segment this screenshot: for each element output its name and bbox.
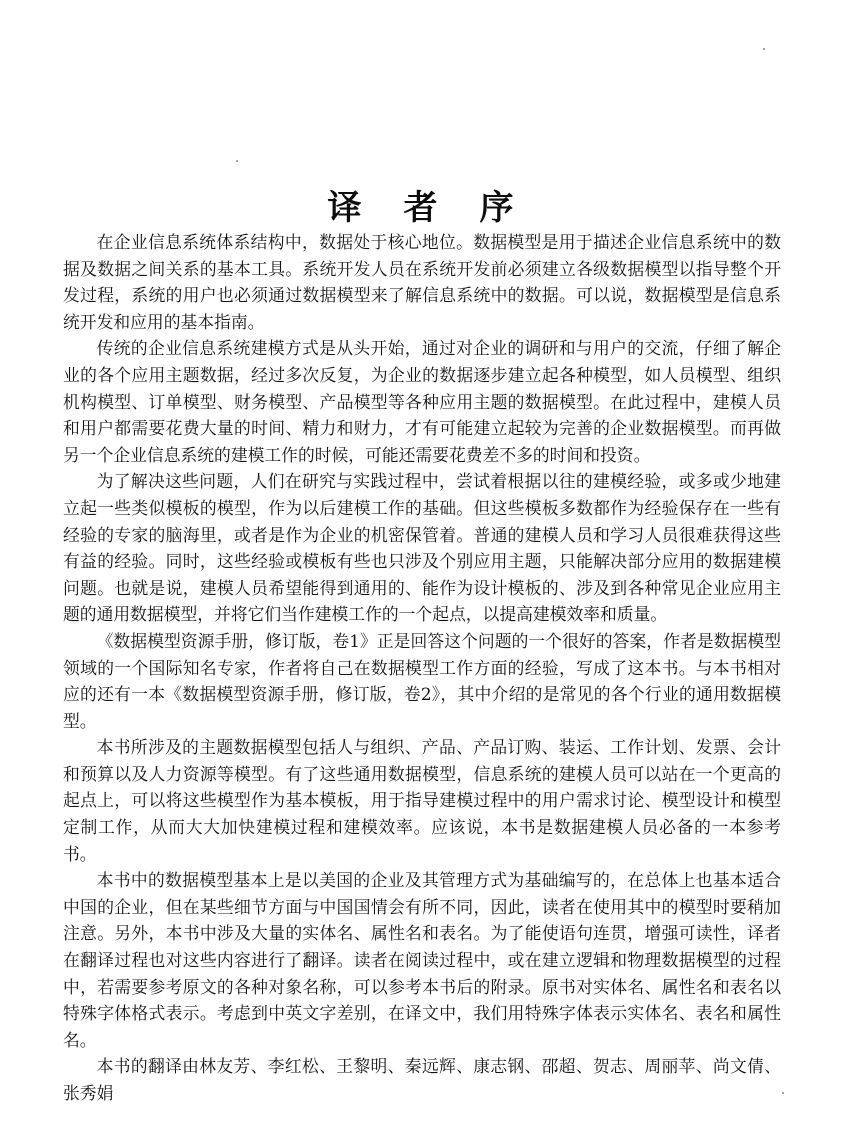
paragraph-2: 传统的企业信息系统建模方式是从头开始，通过对企业的调研和与用户的交流，仔细了解企业的各个应用主题数据，经过多次反复，为企业的数据逐步建立起各种模型，如人员模型、组织机构模型、订单模型、财务模型、产品模型等各种应用主题的数据模型。在此过程中，建模人员和用户都需要花费大量的时间、精力和财力，才有可能建立起较为完善的企业数据模型。而再做另一个企业信息系统的建模工作的时候，可能还需要花费差不多的时间和投资。 xyxy=(63,338,781,465)
paragraph-4: 《数据模型资源手册，修订版，卷1》正是回答这个问题的一个很好的答案，作者是数据模型领域的一个国际知名专家，作者将自己在数据模型工作方面的经验，写成了这本书。与本书相对应的还有一本《数据模型资源手册，修订版，卷2》，其中介绍的是常见的各个行业的通用数据模型。 xyxy=(63,630,781,731)
paragraph-3: 为了解决这些问题，人们在研究与实践过程中，尝试着根据以往的建模经验，或多或少地建立起一些类似模板的模型，作为以后建模工作的基础。但这些模板多数都作为经验保存在一些有经验的专家的脑海里，或者是作为企业的机密保管着。普通的建模人员和学习人员很难获得这些有益的经验。同时，这些经验或模板有些也只涉及个别应用主题，只能解决部分应用的数据建模问题。也就是说，建模人员希望能得到通用的、能作为设计模板的、涉及到各种常见企业应用主题的通用数据模型，并将它们当作建模工作的一个起点，以提高建模效率和质量。 xyxy=(63,471,781,625)
scan-speck xyxy=(782,1092,784,1094)
scan-speck xyxy=(236,160,238,162)
paragraph-1: 在企业信息系统体系结构中，数据处于核心地位。数据模型是用于描述企业信息系统中的数据及数据之间关系的基本工具。系统开发人员在系统开发前必须建立各级数据模型以指导整个开发过程，系统的用户也必须通过数据模型来了解信息系统中的数据。可以说，数据模型是信息系统开发和应用的基本指南。 xyxy=(63,232,781,332)
page-title: 译者序 xyxy=(327,187,556,228)
paragraph-6: 本书中的数据模型基本上是以美国的企业及其管理方式为基础编写的，在总体上也基本适合中国的企业，但在某些细节方面与中国国情会有所不同，因此，读者在使用其中的模型时要稍加注意。另外，本书中涉及大量的实体名、属性名和表名。为了能使语句连贯，增强可读性，译者在翻译过程也对这些内容进行了翻译。读者在阅读过程中，或在建立逻辑和物理数据模型的过程中，若需要参考原文的各种对象名称，可以参考本书后的附录。原书对实体名、属性名和表名以特殊字体格式表示。考虑到中英文字差别，在译文中，我们用特殊字体表示实体名、表名和属性名。 xyxy=(63,870,781,1050)
paragraph-7: 本书的翻译由林友芳、李红松、王黎明、秦远辉、康志钢、邵超、贺志、周丽苹、尚文倩、张秀娟 xyxy=(63,1056,781,1103)
paragraph-5: 本书所涉及的主题数据模型包括人与组织、产品、产品订购、装运、工作计划、发票、会计和预算以及人力资源等模型。有了这些通用数据模型，信息系统的建模人员可以站在一个更高的起点上，可以将这些模型作为基本模板，用于指导建模过程中的用户需求讨论、模型设计和模型定制工作，从而大大加快建模过程和建模效率。应该说，本书是数据建模人员必备的一本参考书。 xyxy=(63,737,781,864)
scan-speck xyxy=(763,48,765,50)
body-text xyxy=(63,229,781,1107)
